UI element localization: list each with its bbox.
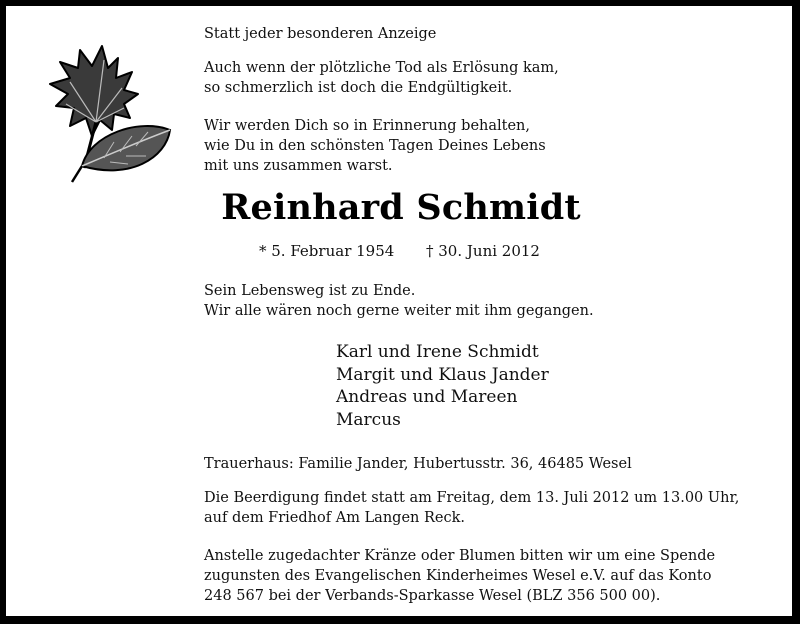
family-member: Marcus [336, 409, 401, 430]
oval-leaf-icon [72, 126, 170, 182]
verse-line-2: so schmerzlich ist doch die Endgültigkeit. [204, 80, 513, 96]
intro-line: Statt jeder besonderen Anzeige [204, 26, 437, 42]
funeral-line-1: Die Beerdigung findet statt am Freitag, dem 13. Juli 2012 um 13.00 Uhr, [204, 490, 740, 506]
funeral-line-2: auf dem Friedhof Am Langen Reck. [204, 510, 465, 526]
farewell-line-2: Wir alle wären noch gerne weiter mit ihm gegangen. [204, 303, 594, 319]
birth-date: * 5. Februar 1954 [259, 242, 395, 260]
verse-line-5: mit uns zusammen warst. [204, 158, 393, 174]
autumn-leaves-icon [20, 38, 190, 188]
donation-line-1: Anstelle zugedachter Kränze oder Blumen bitten wir um eine Spende [204, 548, 716, 564]
obituary-card [6, 6, 792, 616]
verse-line-4: wie Du in den schönsten Tagen Deines Lebens [204, 138, 546, 154]
family-member: Andreas und Mareen [336, 387, 518, 407]
mourning-house: Trauerhaus: Familie Jander, Hubertusstr. 36, 46485 Wesel [204, 456, 632, 472]
deceased-name: Reinhard Schmidt [221, 187, 581, 228]
donation-line-3: 248 567 bei der Verbands-Sparkasse Wesel (BLZ 356 500 00). [204, 588, 661, 604]
family-member: Karl und Irene Schmidt [336, 342, 539, 362]
family-member: Margit und Klaus Jander [336, 364, 549, 385]
verse-line-1: Auch wenn der plötzliche Tod als Erlösung kam, [204, 60, 559, 76]
farewell-line-1: Sein Lebensweg ist zu Ende. [204, 283, 416, 299]
death-date: † 30. Juni 2012 [426, 242, 540, 260]
verse-line-3: Wir werden Dich so in Erinnerung behalten, [204, 118, 531, 134]
family-list [336, 341, 549, 431]
donation-line-2: zugunsten des Evangelischen Kinderheimes Wesel e.V. auf das Konto [204, 568, 712, 584]
